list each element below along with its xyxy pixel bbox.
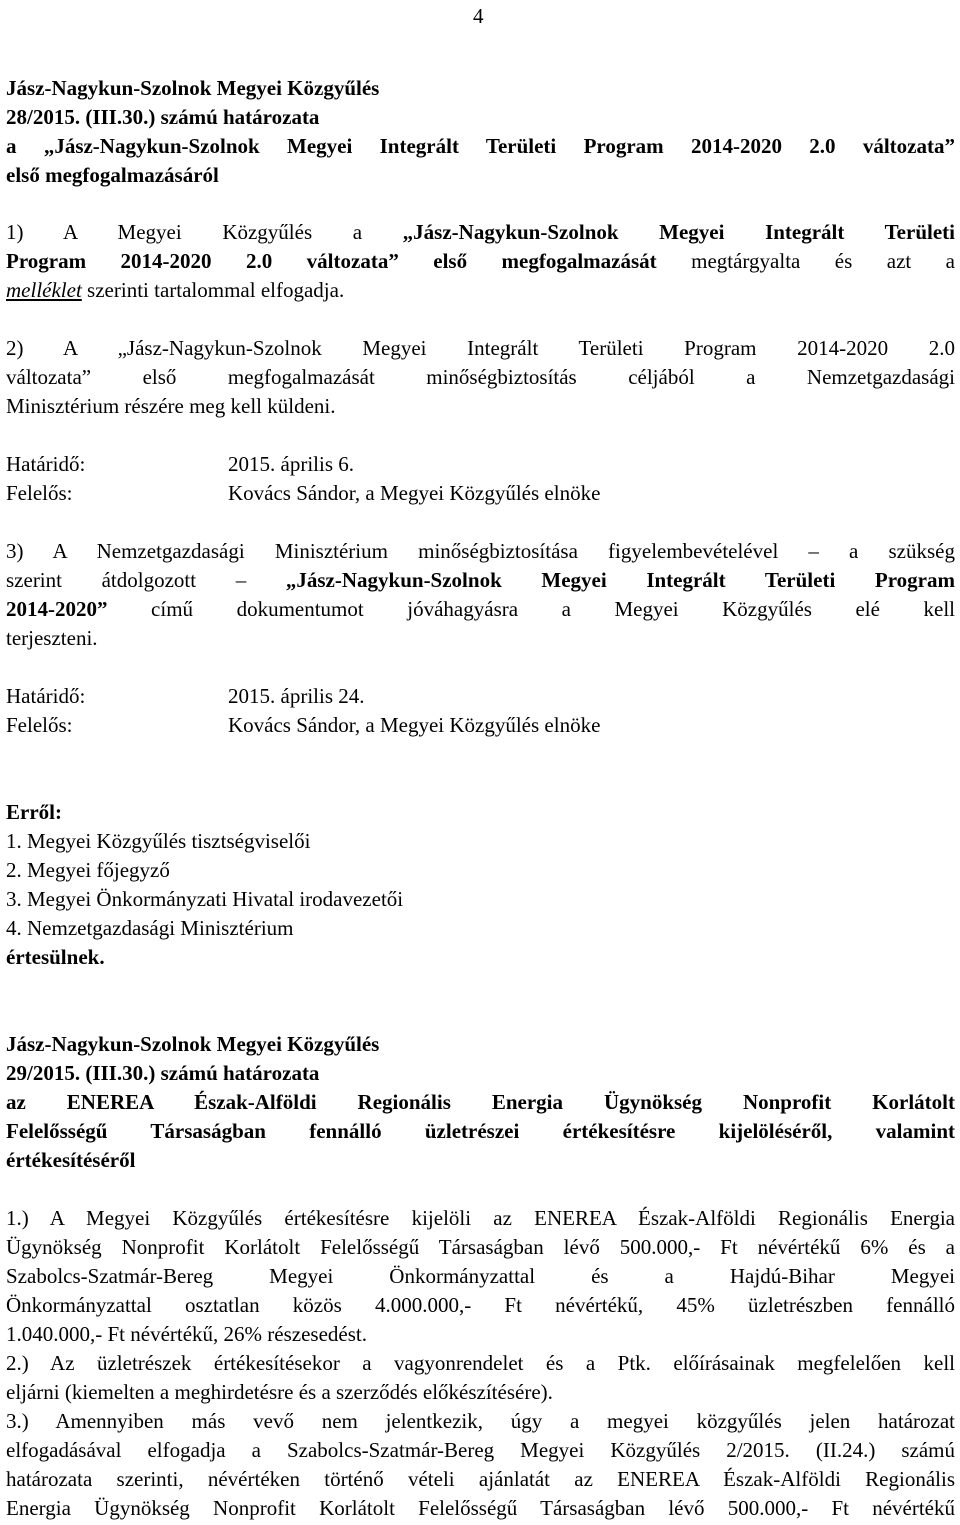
paragraph-line: elfogadásával elfogadja a Szabolcs-Szatmár-Bereg Megyei Közgyűlés 2/2015. (II.24.) számú bbox=[6, 1438, 955, 1462]
paragraph-line: eljárni (kiemelten a meghirdetésre és a szerződés előkészítésére). bbox=[6, 1380, 553, 1404]
paragraph-line: Szabolcs-Szatmár-Bereg Megyei Önkormányzattal és a Hajdú-Bihar Megyei bbox=[6, 1264, 955, 1288]
responsible-row bbox=[6, 711, 600, 740]
list-item: 2. Megyei főjegyző bbox=[6, 858, 170, 882]
paragraph-1 bbox=[6, 218, 955, 305]
responsible-value: Kovács Sándor, a Megyei Közgyűlés elnöke bbox=[228, 481, 601, 505]
responsible-label: Felelős: bbox=[6, 481, 73, 505]
paragraph-line: változata” első megfogalmazását minőségbiztosítás céljából a Nemzetgazdasági bbox=[6, 365, 955, 389]
bold-span: „Jász-Nagykun-Szolnok Megyei Integrált Területi bbox=[402, 220, 955, 244]
paragraph-line: 2.) Az üzletrészek értékesítésekor a vagyonrendelet és a Ptk. előírásainak megfelelően kell bbox=[6, 1351, 955, 1375]
resolution-title-line: első megfogalmazásáról bbox=[6, 163, 219, 187]
list-item: 3. Megyei Önkormányzati Hivatal irodavezetői bbox=[6, 887, 404, 911]
bold-span: „Jász-Nagykun-Szolnok Megyei Integrált Területi Program bbox=[285, 568, 955, 592]
text-span: 1) A Megyei Közgyűlés a bbox=[6, 220, 403, 244]
paragraph-line: 3) A Nemzetgazdasági Minisztérium minőségbiztosítása figyelembevételével – a szükség bbox=[6, 539, 955, 563]
paragraph-line bbox=[6, 276, 955, 305]
resolution-title-line: a „Jász-Nagykun-Szolnok Megyei Integrált Területi Program 2014-2020 2.0 változata” bbox=[6, 134, 955, 158]
paragraph-line bbox=[6, 595, 955, 624]
paragraph-3 bbox=[6, 537, 955, 653]
paragraph-2 bbox=[6, 1349, 955, 1407]
deadline-value: 2015. április 6. bbox=[228, 452, 354, 476]
page-number: 4 bbox=[473, 4, 484, 28]
notification-list bbox=[6, 798, 955, 972]
text-span: megtárgyalta és azt a bbox=[656, 249, 955, 273]
text-span: szerint átdolgozott – bbox=[6, 568, 286, 592]
responsible-value: Kovács Sándor, a Megyei Közgyűlés elnöke bbox=[228, 713, 601, 737]
deadline-label: Határidő: bbox=[6, 452, 86, 476]
paragraph-line: 1.040.000,- Ft névértékű, 26% részesedést. bbox=[6, 1322, 367, 1346]
paragraph-line bbox=[6, 218, 955, 247]
resolution-number: 28/2015. (III.30.) számú határozata bbox=[6, 105, 320, 129]
paragraph-line: 3.) Amennyiben más vevő nem jelentkezik, úgy a megyei közgyűlés jelen határozat bbox=[6, 1409, 955, 1433]
paragraph-line: Energia Ügynökség Nonprofit Korlátolt Felelősségű Társaságban lévő 500.000,- Ft névértékű bbox=[6, 1496, 955, 1520]
resolution-title-line: értékesítéséről bbox=[6, 1148, 136, 1172]
resolution-title-line: az ENEREA Észak-Alföldi Regionális Energia Ügynökség Nonprofit Korlátolt bbox=[6, 1090, 955, 1114]
resolution-header bbox=[6, 74, 955, 190]
resolution-title-line: Felelősségű Társaságban fennálló üzletrészei értékesítésre kijelöléséről, valamint bbox=[6, 1119, 955, 1143]
paragraph-2 bbox=[6, 334, 955, 421]
paragraph-1 bbox=[6, 1204, 955, 1349]
paragraph-line: Önkormányzattal osztatlan közös 4.000.000,- Ft névértékű, 45% üzletrészben fennálló bbox=[6, 1293, 955, 1317]
notification-heading: Erről: bbox=[6, 800, 62, 824]
text-span: szerinti tartalommal elfogadja. bbox=[81, 278, 345, 302]
deadline-label: Határidő: bbox=[6, 684, 86, 708]
paragraph-line bbox=[6, 247, 955, 276]
bold-span: 2014-2020” bbox=[6, 597, 108, 621]
deadline-row bbox=[6, 682, 365, 711]
paragraph-line: terjeszteni. bbox=[6, 626, 98, 650]
list-item: 1. Megyei Közgyűlés tisztségviselői bbox=[6, 829, 311, 853]
text-span: című dokumentumot jóváhagyásra a Megyei Közgyűlés elé kell bbox=[107, 597, 955, 621]
paragraph-line: Minisztérium részére meg kell küldeni. bbox=[6, 394, 336, 418]
resolution-header bbox=[6, 1030, 955, 1175]
paragraph-line: 1.) A Megyei Közgyűlés értékesítésre kijelöli az ENEREA Észak-Alföldi Regionális Energia bbox=[6, 1206, 955, 1230]
paragraph-3 bbox=[6, 1407, 955, 1523]
resolution-number: 29/2015. (III.30.) számú határozata bbox=[6, 1061, 320, 1085]
responsible-label: Felelős: bbox=[6, 713, 73, 737]
paragraph-line: Ügynökség Nonprofit Korlátolt Felelősségű Társaságban lévő 500.000,- Ft névértékű 6% és a bbox=[6, 1235, 955, 1259]
deadline-value: 2015. április 24. bbox=[228, 684, 365, 708]
resolution-issuer: Jász-Nagykun-Szolnok Megyei Közgyűlés bbox=[6, 76, 380, 100]
bold-span: Program 2014-2020 2.0 változata” első megfogalmazását bbox=[6, 249, 657, 273]
resolution-issuer: Jász-Nagykun-Szolnok Megyei Közgyűlés bbox=[6, 1032, 380, 1056]
attachment-reference: melléklet bbox=[6, 278, 82, 302]
notification-closing: értesülnek. bbox=[6, 945, 105, 969]
list-item: 4. Nemzetgazdasági Minisztérium bbox=[6, 916, 294, 940]
responsible-row bbox=[6, 479, 600, 508]
deadline-row bbox=[6, 450, 354, 479]
paragraph-line: határozata szerinti, névértéken történő vételi ajánlatát az ENEREA Észak-Alföldi Regionális bbox=[6, 1467, 955, 1491]
paragraph-line bbox=[6, 566, 955, 595]
paragraph-line: 2) A „Jász-Nagykun-Szolnok Megyei Integrált Területi Program 2014-2020 2.0 bbox=[6, 336, 955, 360]
